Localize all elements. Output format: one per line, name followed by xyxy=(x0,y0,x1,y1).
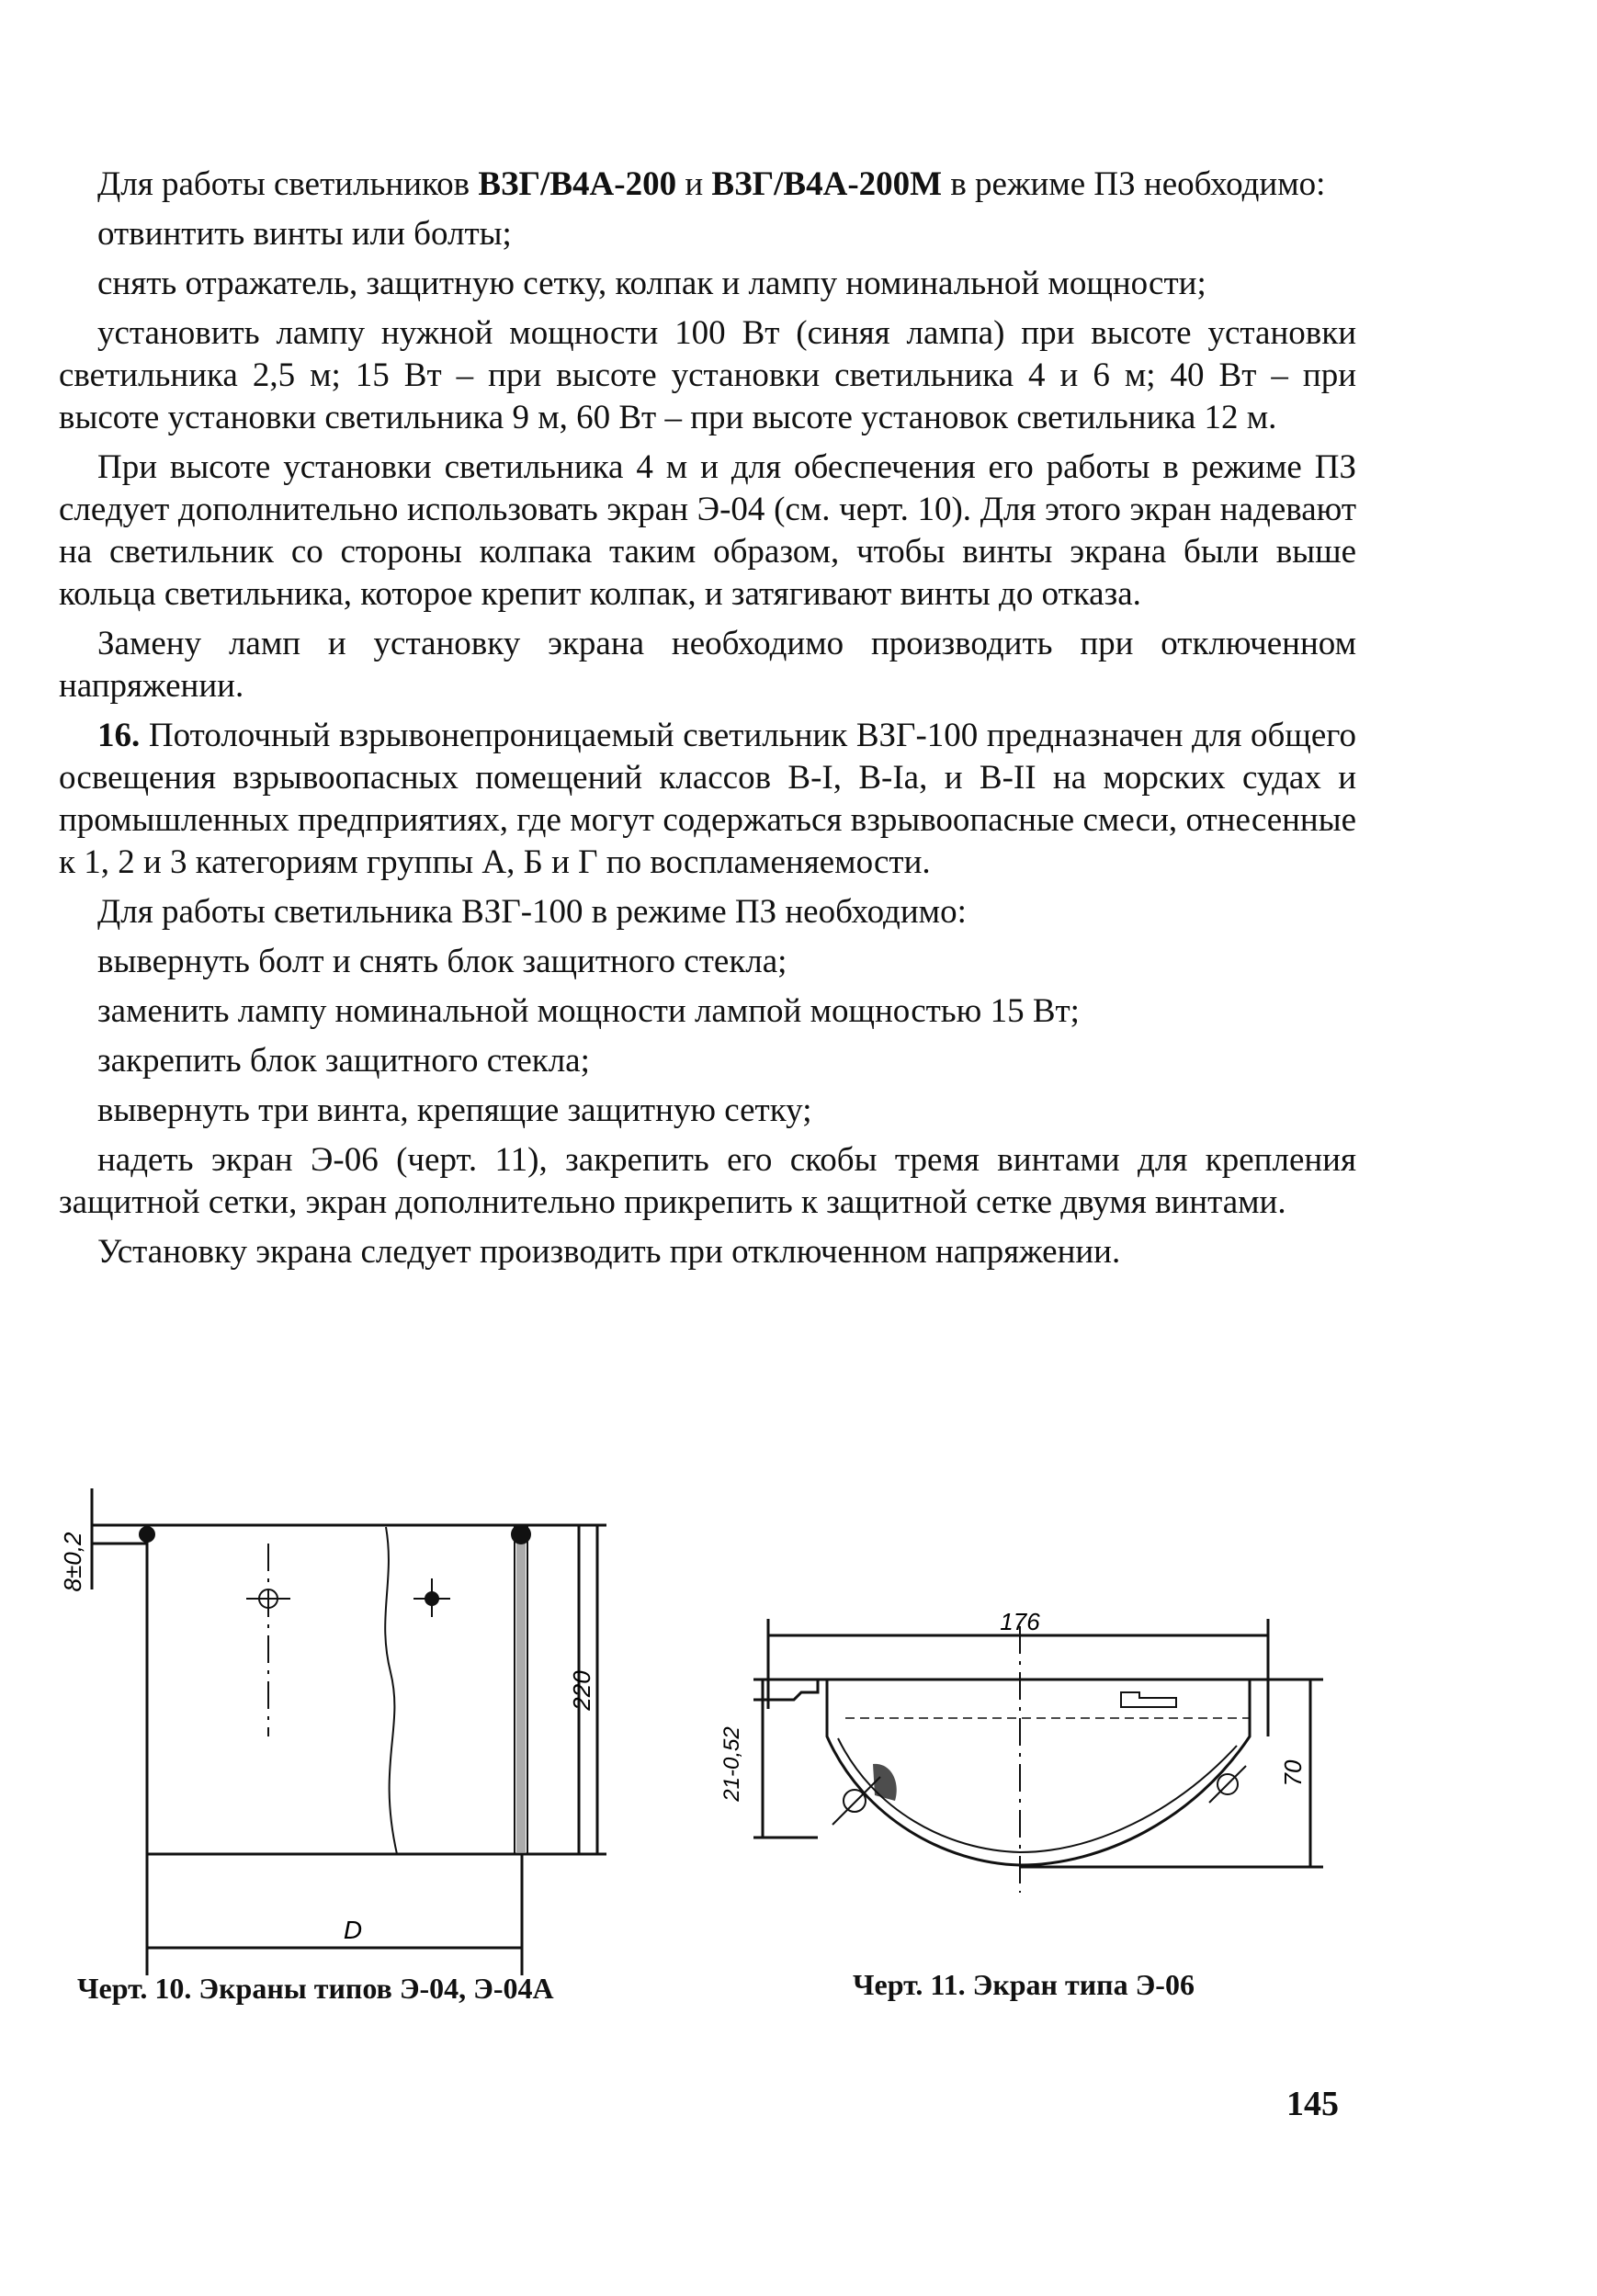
paragraph-10: заменить лампу номинальной мощности лампой мощностью 15 Вт; xyxy=(97,992,1080,1030)
fig11-dim-width: 176 xyxy=(1000,1608,1040,1635)
p1-mid: и xyxy=(676,165,712,203)
paragraph-9: вывернуть болт и снять блок защитного стекла; xyxy=(97,943,787,980)
paragraph-8: Для работы светильника ВЗГ-100 в режиме ПЗ необходимо: xyxy=(97,893,967,931)
fig10-dim-height: 220 xyxy=(568,1670,595,1711)
paragraph-12: вывернуть три винта, крепящие защитную сетку; xyxy=(97,1091,812,1129)
figure-10-drawing xyxy=(55,1470,625,1944)
paragraph-11: закрепить блок защитного стекла; xyxy=(97,1042,590,1080)
paragraph-5: При высоте установки светильника 4 м и для обеспечения его работы в режиме ПЗ следует дополнительно использовать экран Э-04 (см. черт. 10). Для этого экран надевают на светильник со стороны колпака таким образом, чтобы винты экрана были выше кольца светильника, которое крепит колпак, и затягивают винты до отказа. xyxy=(59,448,1356,613)
p1-post: в режиме ПЗ необходимо: xyxy=(942,165,1326,203)
p1-model-1: ВЗГ/В4А-200 xyxy=(478,165,677,203)
p1-model-2: ВЗГ/В4А-200М xyxy=(711,165,943,203)
paragraph-3: снять отражатель, защитную сетку, колпак и лампу номинальной мощности; xyxy=(97,265,1206,302)
paragraph-13: надеть экран Э-06 (черт. 11), закрепить его скобы тремя винтами для крепления защитной сетки, экран дополнительно прикрепить к защитной сетке двумя винтами. xyxy=(59,1141,1356,1221)
fig11-dim-height: 70 xyxy=(1279,1759,1307,1787)
p1-pre: Для работы светильников xyxy=(97,165,479,203)
paragraph-14: Установку экрана следует производить при отключенном напряжении. xyxy=(97,1233,1121,1271)
fig11-dim-left: 21-0,52 xyxy=(719,1726,744,1802)
fig10-dim-top: 8±0,2 xyxy=(59,1532,86,1592)
paragraph-7 xyxy=(59,715,1356,884)
section-number: 16. xyxy=(97,717,141,754)
p7-text: Потолочный взрывонепроницаемый светильник ВЗГ-100 предназначен для общего освещения взрывоопасных помещений классов В-I, В-Iа, и В-II на морских судах и промышленных предприятиях, где могут содержаться взрывоопасные смеси, отнесенные к 1, 2 и 3 категориям группы А, Б и Г по воспламеняемости. xyxy=(59,717,1356,881)
page-number: 145 xyxy=(1286,2085,1339,2123)
figure-10-caption: Черт. 10. Экраны типов Э-04, Э-04А xyxy=(77,1972,554,2005)
figure-11-caption: Черт. 11. Экран типа Э-06 xyxy=(853,1968,1195,2001)
paragraph-4: установить лампу нужной мощности 100 Вт (синяя лампа) при высоте установки светильника 2,5 м; 15 Вт – при высоте установки светильника 4 и 6 м; 40 Вт – при высоте установки светильника 9 м, 60 Вт – при высоте установок светильника 12 м. xyxy=(59,314,1356,436)
body-text xyxy=(59,164,1356,1273)
paragraph-6: Замену ламп и установку экрана необходимо производить при отключенном напряжении. xyxy=(59,625,1356,705)
figure-11-drawing xyxy=(717,1608,1378,1920)
fig10-dim-d: D xyxy=(343,1916,363,1944)
paragraph-1 xyxy=(59,164,1356,206)
paragraph-2: отвинтить винты или болты; xyxy=(97,215,512,253)
